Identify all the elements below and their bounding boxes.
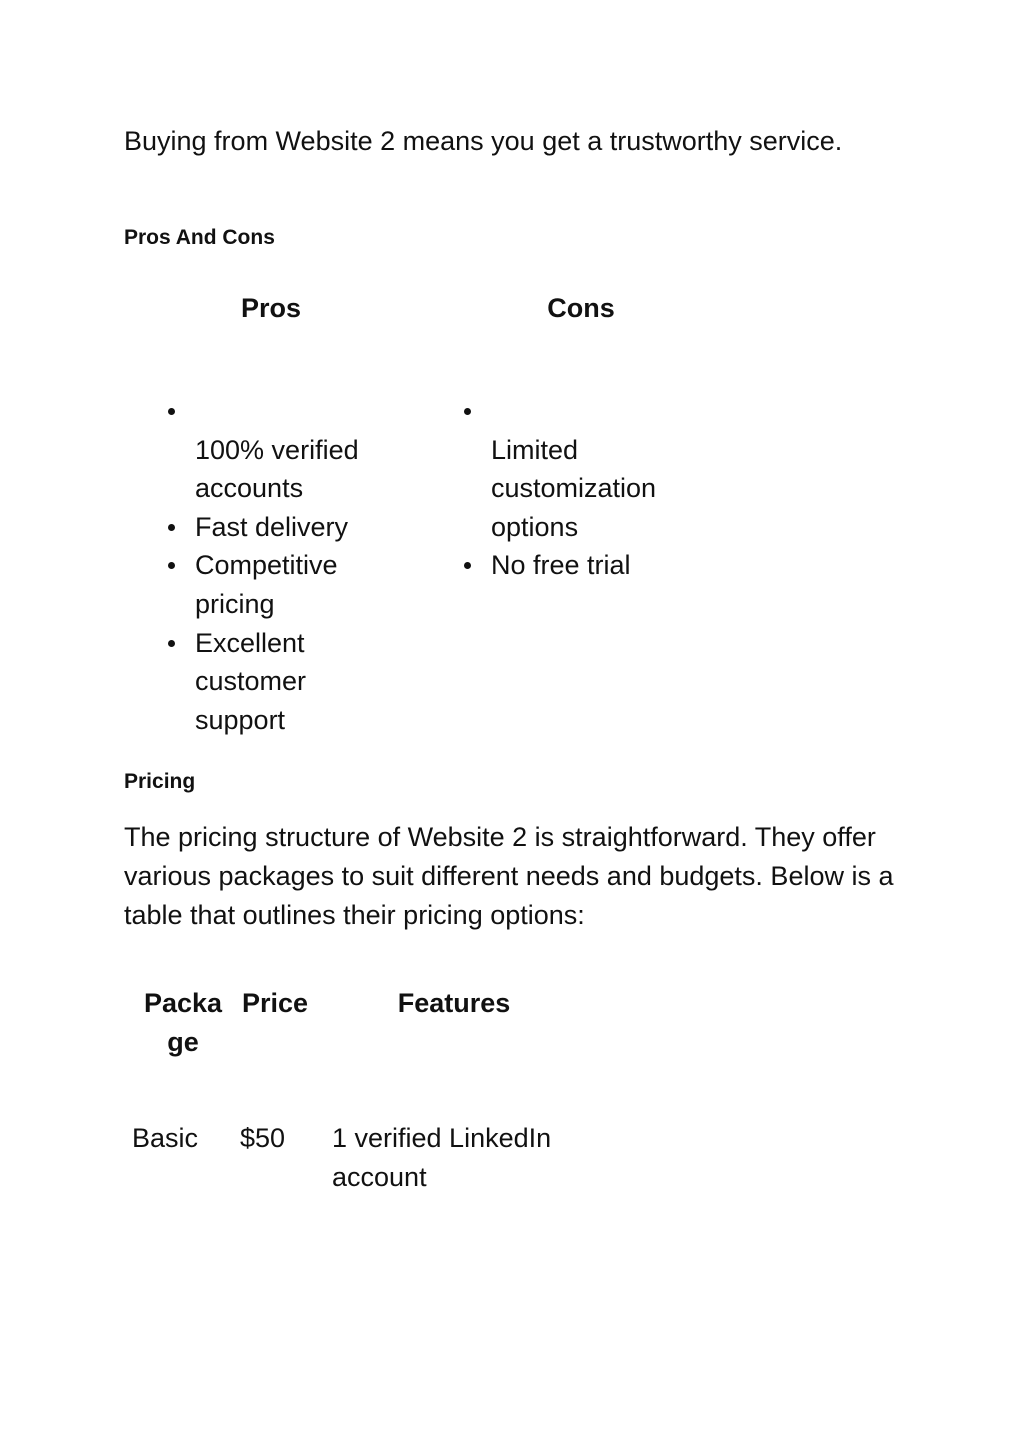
cell-features: 1 verified LinkedIn account [332,1123,552,1192]
pros-list-item: Excellent customer support [160,624,382,740]
pricing-heading: Pricing [124,770,196,793]
header-features: Features [397,988,511,1018]
cons-list-item: Limited customization options [456,392,706,546]
header-package: Package [143,988,223,1057]
cons-column-header: Cons [547,293,615,323]
pros-cons-heading: Pros And Cons [124,226,275,249]
pros-column-header: Pros [240,293,302,323]
pros-list-item: 100% verified accounts [160,392,382,508]
cons-list [456,392,706,585]
pricing-table [124,984,578,1196]
pricing-table-header-row [124,984,578,1119]
pros-list-item: Competitive pricing [160,546,382,623]
pricing-paragraph: The pricing structure of Website 2 is straightforward. They offer various packages to suit different needs and budgets. Below is a table that outlines their pricing options: [124,822,894,930]
pros-list-item: Fast delivery [160,508,382,547]
cons-list-item: No free trial [456,546,706,585]
header-price: Price [241,988,309,1018]
intro-paragraph: Buying from Website 2 means you get a trustworthy service. [124,126,843,156]
table-row [124,1119,578,1196]
cell-price: $50 [240,1123,286,1154]
pros-list [160,392,382,739]
cell-package: Basic [132,1123,199,1154]
